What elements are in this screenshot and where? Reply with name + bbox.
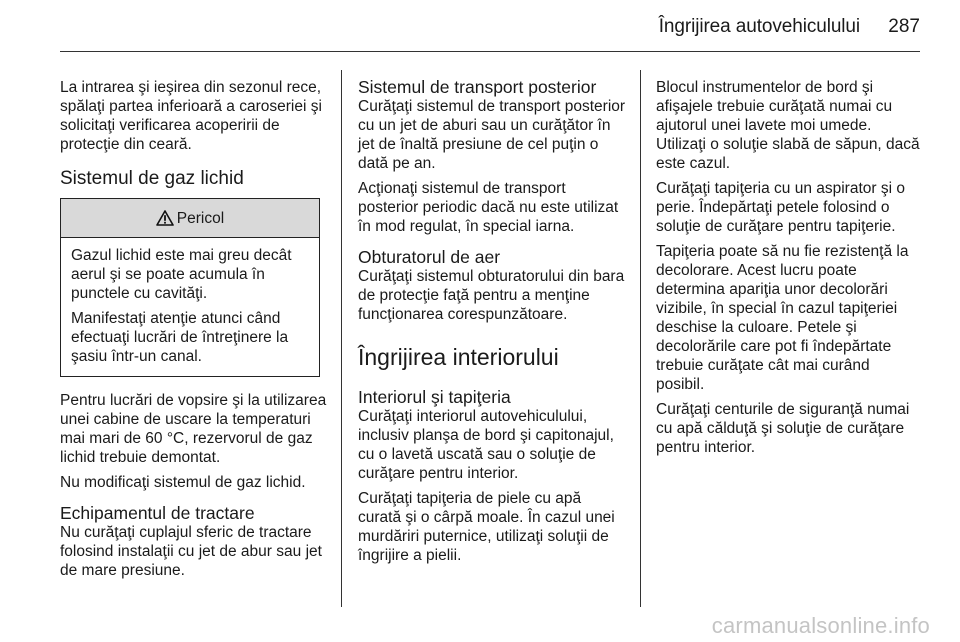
section-heading-interior-care: Îngrijirea interiorului — [358, 344, 559, 370]
danger-label: Pericol — [176, 209, 225, 227]
no-modify-paragraph: Nu modificaţi sistemul de gaz lichid. — [60, 474, 306, 491]
paint-paragraph: Pentru lucrări de vopsire şi la utilizarea unei cabine de uscare la temperaturi mai mari de 60 °C, rezervorul de gaz lichid trebuie demontat. — [60, 392, 327, 466]
column-3 — [656, 78, 922, 463]
watermark: carmanualsonline.info — [711, 613, 930, 638]
column-divider-1 — [341, 70, 342, 607]
upholstery-vacuum-paragraph: Curăţaţi tapiţeria cu un aspirator şi o perie. Îndepărtaţi petele folosind o soluţie de curăţare pentru tapiţerie. — [656, 180, 905, 235]
seat-belt-paragraph: Curăţaţi centurile de siguranţă numai cu apă călduţă şi soluţie de curăţare pentru interior. — [656, 401, 910, 456]
warning-triangle-icon — [156, 210, 174, 226]
interior-paragraph-1: Curăţaţi interiorul autovehiculului, inclusiv planşa de bord şi capitonajul, cu o lavetă uscată sau o soluţie de curăţare pentru interior. — [358, 408, 614, 482]
discoloration-paragraph: Tapiţeria poate să nu fie rezistenţă la decolorare. Acest lucru poate determina apariţia unor decolorări vizibile, în special în cazul tapiţeriei deschise la culoare. Petele şi decolorările care pot fi îndepărtate trebuie curăţate cât mai curând posibil. — [656, 243, 909, 393]
danger-paragraph-2: Manifestaţi atenţie atunci când efectuaţi lucrări de întreţinere la şasiu într-un canal. — [71, 310, 289, 365]
air-shutter-paragraph: Curăţaţi sistemul obturatorului din bara de protecţie faţă pentru a menţine funcţionarea corespunzătoare. — [358, 268, 625, 323]
danger-paragraph-1: Gazul lichid este mai greu decât aerul şi se poate acumula în punctele cu cavităţi. — [71, 247, 292, 302]
danger-box-body — [61, 238, 319, 376]
rear-carrier-paragraph-1: Curăţaţi sistemul de transport posterior cu un jet de aburi sau un curăţător în jet de înaltă presiune de cel puţin o dată pe an. — [358, 98, 626, 172]
page-number: 287 — [888, 16, 920, 37]
section-heading-liquid-gas: Sistemul de gaz lichid — [60, 168, 244, 189]
section-heading-rear-carrier: Sistemul de transport posterior — [358, 77, 597, 97]
section-heading-air-shutter: Obturatorul de aer — [358, 247, 501, 267]
danger-box — [60, 198, 320, 377]
danger-box-header — [61, 199, 319, 238]
rear-carrier-paragraph-2: Acţionaţi sistemul de transport posterior periodic dacă nu este utilizat în mod regulat, în special iarna. — [358, 180, 619, 235]
column-1 — [60, 78, 328, 586]
dashboard-cleaning-paragraph: Blocul instrumentelor de bord şi afişajele trebuie curăţată numai cu ajutorul unei lavete moi umede. Utilizaţi o soluţie slabă de săpun, dacă este cazul. — [656, 79, 920, 172]
column-2 — [358, 78, 628, 571]
page-header-title: Îngrijirea autovehiculului — [658, 16, 860, 37]
column-divider-2 — [640, 70, 641, 607]
section-heading-towing: Echipamentul de tractare — [60, 503, 255, 523]
interior-paragraph-2: Curăţaţi tapiţeria de piele cu apă curată şi o cârpă moale. În cazul unei murdăriri puternice, utilizaţi soluţii de îngrijire a pielii. — [358, 490, 615, 564]
header-rule — [60, 51, 920, 52]
section-heading-upholstery: Interiorul şi tapiţeria — [358, 387, 511, 407]
intro-paragraph: La intrarea şi ieşirea din sezonul rece, spălaţi partea inferioară a caroseriei şi solicitaţi verificarea acoperirii de protecţie din ceară. — [60, 79, 322, 153]
towing-paragraph: Nu curăţaţi cuplajul sferic de tractare folosind instalaţii cu jet de abur sau jet de mare presiune. — [60, 524, 322, 579]
